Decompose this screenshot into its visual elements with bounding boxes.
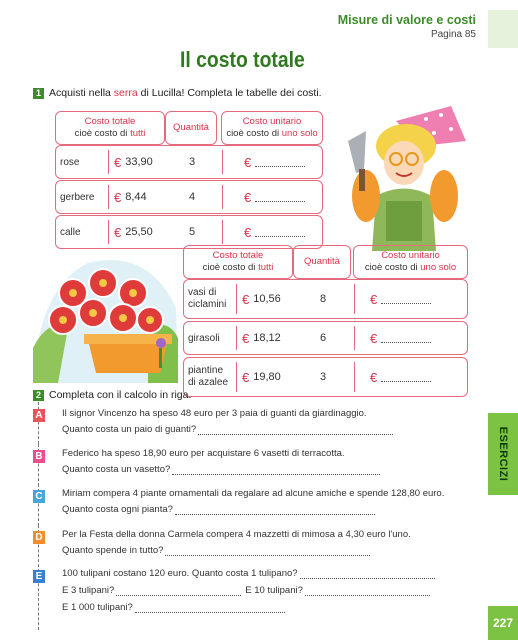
- problem-question: Quanto costa un vasetto?: [62, 464, 380, 475]
- flowers-illustration: [28, 248, 180, 383]
- unit-cost-answer-field[interactable]: [381, 295, 431, 304]
- problem-letter: B: [33, 450, 45, 463]
- item-name: piantine di azalee: [188, 365, 229, 388]
- answer-field[interactable]: [165, 547, 370, 556]
- unit-cost-answer-field[interactable]: [381, 334, 431, 343]
- quantity-value: 5: [189, 226, 196, 238]
- item-name: calle: [60, 226, 81, 238]
- total-cost-value: 19,80: [253, 371, 281, 383]
- header-quantity: Quantità: [165, 111, 217, 145]
- item-name: vasi di ciclamini: [188, 287, 227, 310]
- unit-cost-answer-field[interactable]: [255, 228, 305, 237]
- header-total-cost: Costo totale cioè costo di tutti: [55, 111, 165, 145]
- answer-field[interactable]: [172, 466, 380, 475]
- header-unit-cost: Costo unitario cioè costo di uno solo: [353, 245, 468, 279]
- corner-decoration: [488, 10, 518, 48]
- item-name: girasoli: [188, 332, 220, 344]
- page-reference: Pagina 85: [430, 29, 476, 40]
- header-quantity: Quantità: [293, 245, 351, 279]
- answer-field[interactable]: [300, 570, 435, 579]
- total-cost-value: 33,90: [125, 156, 153, 168]
- problem-text: Per la Festa della donna Carmela compera 4 mazzetti di mimosa a 4,30 euro l'uno.: [62, 529, 411, 540]
- problem-text: Miriam compera 4 piante ornamentali da regalare ad alcune amiche e spende 128,80 euro.: [62, 488, 445, 499]
- total-cost-value: 10,56: [253, 293, 281, 305]
- problem-letter: A: [33, 409, 45, 422]
- quantity-value: 4: [189, 191, 196, 203]
- exercise-number: 2: [33, 390, 44, 401]
- problem-item: [33, 408, 478, 446]
- table-row: piantine di azalee € 19,80 3 €: [183, 357, 468, 397]
- answer-field[interactable]: [305, 587, 430, 596]
- total-cost-value: 25,50: [125, 226, 153, 238]
- table-row: vasi di ciclamini € 10,56 8 €: [183, 279, 468, 319]
- exercise-2-heading: [33, 389, 191, 401]
- unit-cost-answer-field[interactable]: [381, 373, 431, 382]
- table-row: gerbere € 8,44 4 €: [55, 180, 323, 214]
- quantity-value: 3: [320, 371, 327, 383]
- quantity-value: 6: [320, 332, 327, 344]
- problem-question: Quanto costa ogni pianta?: [62, 504, 375, 515]
- problem-text: Federico ha speso 18,90 euro per acquistare 6 vasetti di terracotta.: [62, 448, 345, 459]
- header-total-cost: Costo totale cioè costo di tutti: [183, 245, 293, 279]
- header-unit-cost: Costo unitario cioè costo di uno solo: [221, 111, 323, 145]
- side-tab-exercises: ESERCIZI: [488, 413, 518, 495]
- problem-item: [33, 568, 478, 628]
- exercise-1-heading: [33, 87, 322, 99]
- quantity-value: 3: [189, 156, 196, 168]
- gardener-illustration: [326, 101, 476, 251]
- answer-field[interactable]: [116, 587, 241, 596]
- exercise-instruction: Completa con il calcolo in riga.: [49, 389, 192, 401]
- section-title: Misure di valore e costi: [337, 13, 476, 27]
- page-number: 227: [488, 606, 518, 640]
- problem-question: Quanto spende in tutto?: [62, 545, 370, 556]
- problem-letter: E: [33, 570, 45, 583]
- problem-letter: C: [33, 490, 45, 503]
- page-title: Il costo totale: [180, 47, 305, 72]
- problem-question: E 3 tulipani? E 10 tulipani?: [62, 585, 430, 596]
- table-row: rose € 33,90 3 €: [55, 145, 323, 179]
- problem-text: 100 tulipani costano 120 euro. Quanto costa 1 tulipano?: [62, 568, 435, 579]
- problem-item: [33, 448, 478, 486]
- exercise-instruction: Acquisti nella serra di Lucilla! Completa le tabelle dei costi.: [49, 87, 322, 99]
- unit-cost-answer-field[interactable]: [255, 158, 305, 167]
- unit-cost-answer-field[interactable]: [255, 193, 305, 202]
- problem-item: [33, 488, 478, 526]
- answer-field[interactable]: [175, 506, 375, 515]
- answer-field[interactable]: [198, 426, 393, 435]
- table-row: girasoli € 18,12 6 €: [183, 321, 468, 355]
- problem-item: [33, 529, 478, 567]
- total-cost-value: 18,12: [253, 332, 281, 344]
- answer-field[interactable]: [135, 604, 285, 613]
- problem-letter: D: [33, 531, 45, 544]
- item-name: rose: [60, 156, 80, 168]
- item-name: gerbere: [60, 191, 95, 203]
- exercise-number: 1: [33, 88, 44, 99]
- quantity-value: 8: [320, 293, 327, 305]
- total-cost-value: 8,44: [125, 191, 147, 203]
- table-row: calle € 25,50 5 €: [55, 215, 323, 249]
- problem-text: Il signor Vincenzo ha speso 48 euro per 3 paia di guanti da giardinaggio.: [62, 408, 367, 419]
- problem-question: E 1 000 tulipani?: [62, 602, 285, 613]
- problem-question: Quanto costa un paio di guanti?: [62, 424, 393, 435]
